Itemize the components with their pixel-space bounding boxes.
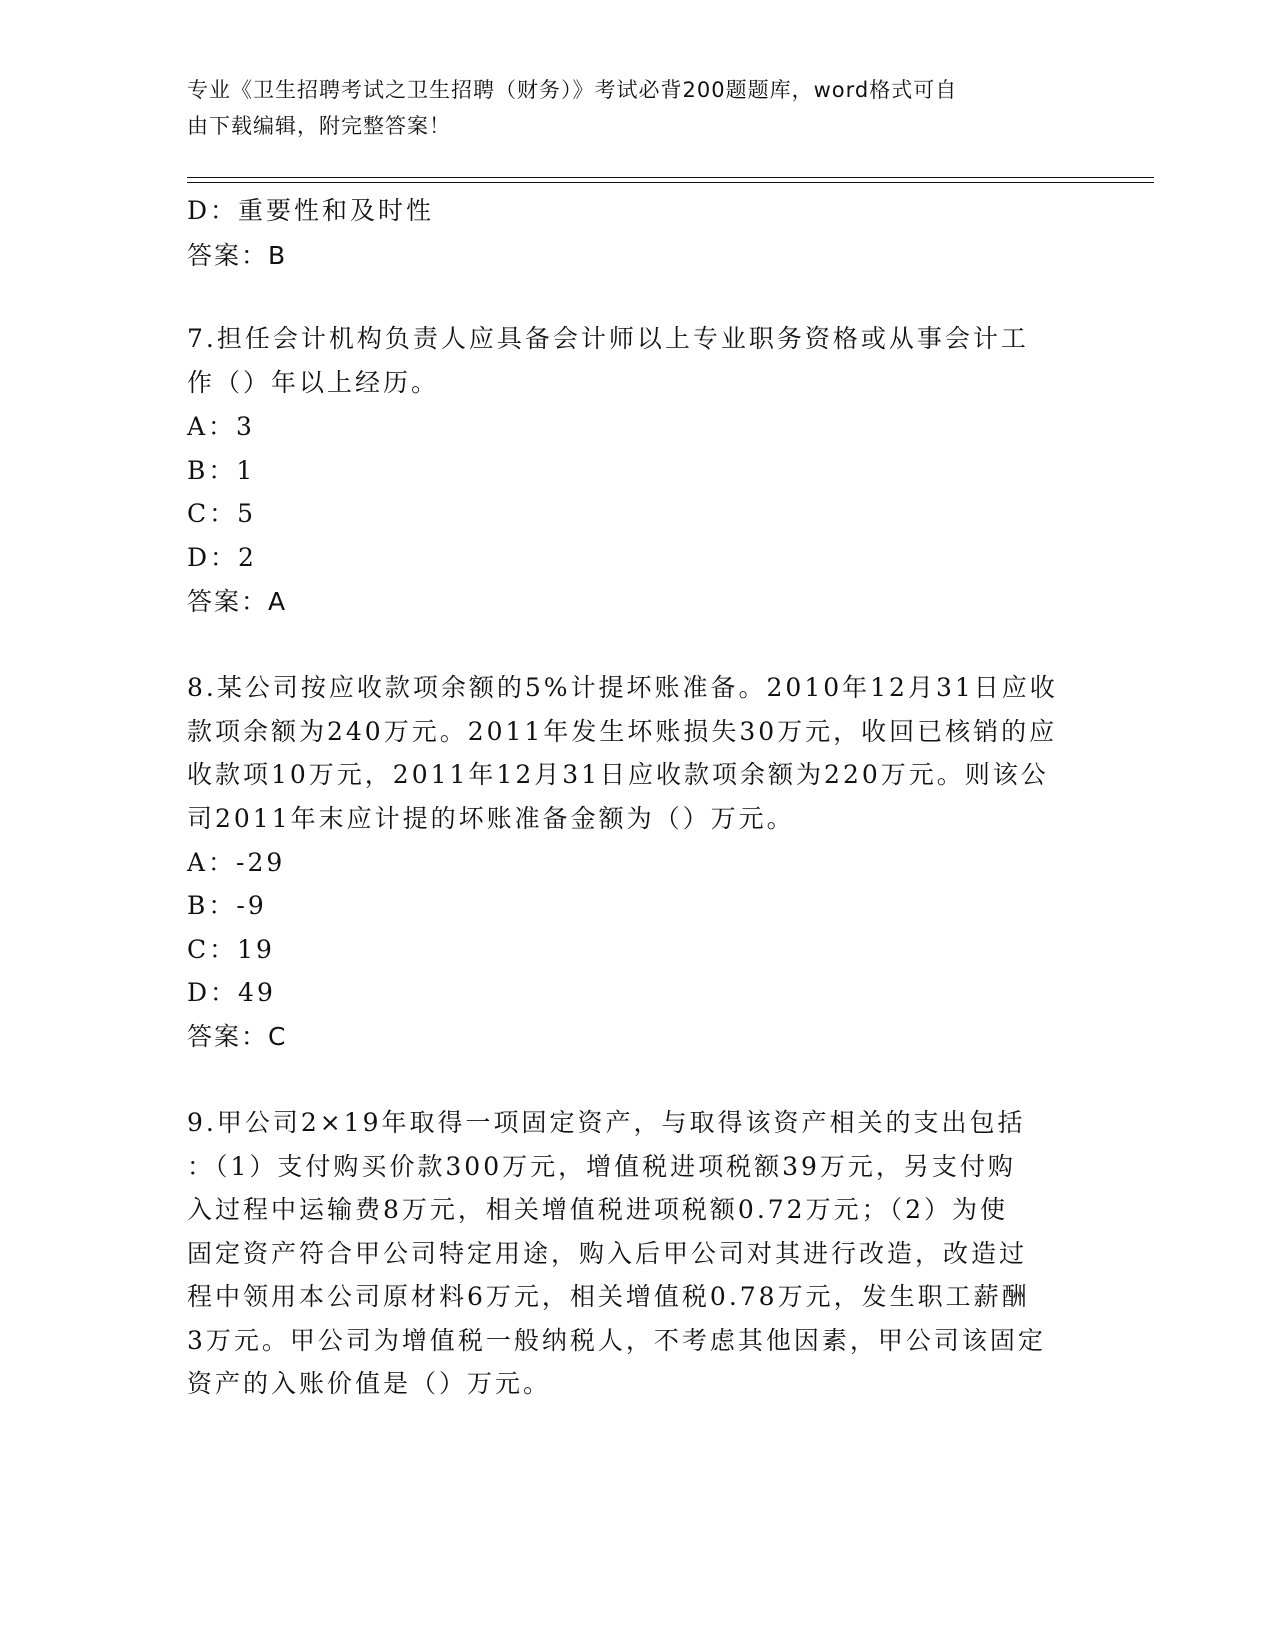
- question-8-option-b: B：-9: [187, 891, 267, 920]
- question-7-option-d: D：2: [187, 543, 257, 572]
- question-7-answer: 答案：A: [187, 587, 288, 616]
- question-7-stem-line-2: 作（）年以上经历。: [187, 368, 440, 397]
- header-title-line-2: 由下载编辑，附完整答案！: [187, 114, 451, 138]
- question-7-option-a: A：3: [187, 412, 255, 441]
- header-divider-top: [187, 177, 1154, 178]
- header-title-line-1: 专业《卫生招聘考试之卫生招聘（财务）》考试必背200题题库，word格式可自: [187, 78, 958, 102]
- question-8-option-c: C：19: [187, 935, 275, 964]
- question-9-stem-line-6: 3万元。甲公司为增值税一般纳税人，不考虑其他因素，甲公司该固定: [187, 1326, 1046, 1355]
- question-7-stem-line-1: 7.担任会计机构负责人应具备会计师以上专业职务资格或从事会计工: [187, 324, 1029, 353]
- question-8-stem-line-4: 司2011年末应计提的坏账准备金额为（）万元。: [187, 804, 795, 833]
- question-8-stem-line-2: 款项余额为240万元。2011年发生坏账损失30万元，收回已核销的应: [187, 717, 1058, 746]
- question-7-option-b: B：1: [187, 456, 256, 485]
- question-8-stem-line-3: 收款项10万元，2011年12月31日应收款项余额为220万元。则该公: [187, 760, 1049, 789]
- question-9-stem-line-5: 程中领用本公司原材料6万元，相关增值税0.78万元，发生职工薪酬: [187, 1282, 1030, 1311]
- question-8-answer: 答案：C: [187, 1022, 288, 1051]
- prev-question-option-d: D：重要性和及时性: [187, 196, 435, 225]
- header-divider-bottom: [187, 182, 1154, 183]
- question-8-option-d: D：49: [187, 978, 276, 1007]
- question-8-option-a: A：-29: [187, 848, 286, 877]
- question-7-option-c: C：5: [187, 499, 257, 528]
- question-9-stem-line-7: 资产的入账价值是（）万元。: [187, 1369, 552, 1398]
- page-header: [187, 72, 1067, 144]
- question-9-stem-line-1: 9.甲公司2×19年取得一项固定资产，与取得该资产相关的支出包括: [187, 1108, 1026, 1137]
- question-8-stem-line-1: 8.某公司按应收款项余额的5%计提坏账准备。2010年12月31日应收: [187, 673, 1058, 702]
- question-9-stem-line-2: ：（1）支付购买价款300万元，增值税进项税额39万元，另支付购: [187, 1152, 1016, 1181]
- prev-question-answer: 答案：B: [187, 241, 288, 270]
- question-9-stem-line-3: 入过程中运输费8万元，相关增值税进项税额0.72万元；（2）为使: [187, 1195, 1008, 1224]
- question-9-stem-line-4: 固定资产符合甲公司特定用途，购入后甲公司对其进行改造，改造过: [187, 1239, 1028, 1268]
